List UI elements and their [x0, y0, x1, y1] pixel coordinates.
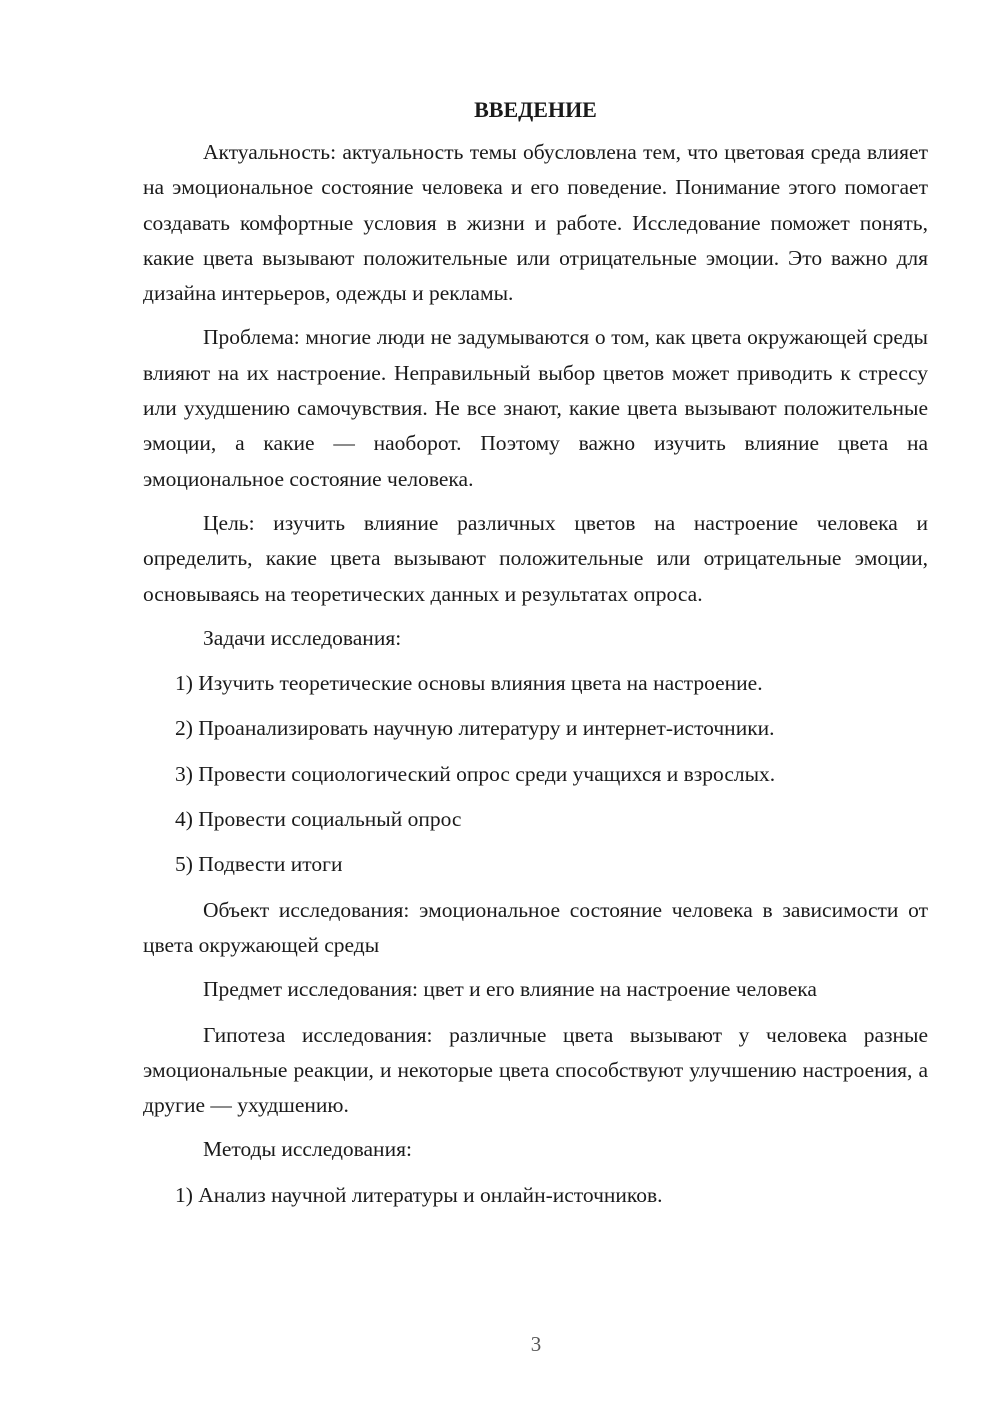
- page-title: ВВЕДЕНИЕ: [474, 97, 597, 122]
- goal-paragraph: Цель: изучить влияние различных цветов на настроение человека и определить, какие цвета вызывают положительные или отрицательные эмоции, основываясь на теоретических данных и результатах опроса.: [143, 510, 928, 606]
- methods-heading: Методы исследования:: [203, 1137, 412, 1162]
- relevance-paragraph: Актуальность: актуальность темы обусловлена тем, что цветовая среда влияет на эмоциональное состояние человека и его поведение. Понимание этого помогает создавать комфортные условия в жизни и работе. Исследование поможет понять, какие цвета вызывают положительные или отрицательные эмоции. Это важно для дизайна интерьеров, одежды и рекламы.: [143, 140, 928, 306]
- hypothesis-paragraph: Гипотеза исследования: различные цвета вызывают у человека разные эмоциональные реакции, и некоторые цвета способствуют улучшению настроения, а другие — ухудшению.: [143, 1022, 928, 1118]
- task-item: 3) Провести социологический опрос среди учащихся и взрослых.: [175, 761, 776, 786]
- object-paragraph: Объект исследования: эмоциональное состояние человека в зависимости от цвета окружающей среды: [143, 897, 928, 957]
- method-item: 1) Анализ научной литературы и онлайн-источников.: [175, 1182, 663, 1207]
- task-item: 4) Провести социальный опрос: [175, 807, 462, 832]
- problem-paragraph: Проблема: многие люди не задумываются о том, как цвета окружающей среды влияют на их настроение. Неправильный выбор цветов может приводить к стрессу или ухудшению самочувствия. Не все знают, какие цвета вызывают положительные эмоции, а какие — наоборот. Поэтому важно изучить влияние цвета на эмоциональное состояние человека.: [143, 325, 928, 491]
- document-page: [143, 95, 928, 1223]
- subject-line: Предмет исследования: цвет и его влияние на настроение человека: [203, 977, 817, 1002]
- task-item: 1) Изучить теоретические основы влияния цвета на настроение.: [175, 671, 763, 696]
- task-item: 2) Проанализировать научную литературу и интернет-источники.: [175, 716, 775, 741]
- task-item: 5) Подвести итоги: [175, 852, 343, 877]
- page-number: 3: [530, 1332, 542, 1356]
- tasks-heading: Задачи исследования:: [203, 625, 402, 650]
